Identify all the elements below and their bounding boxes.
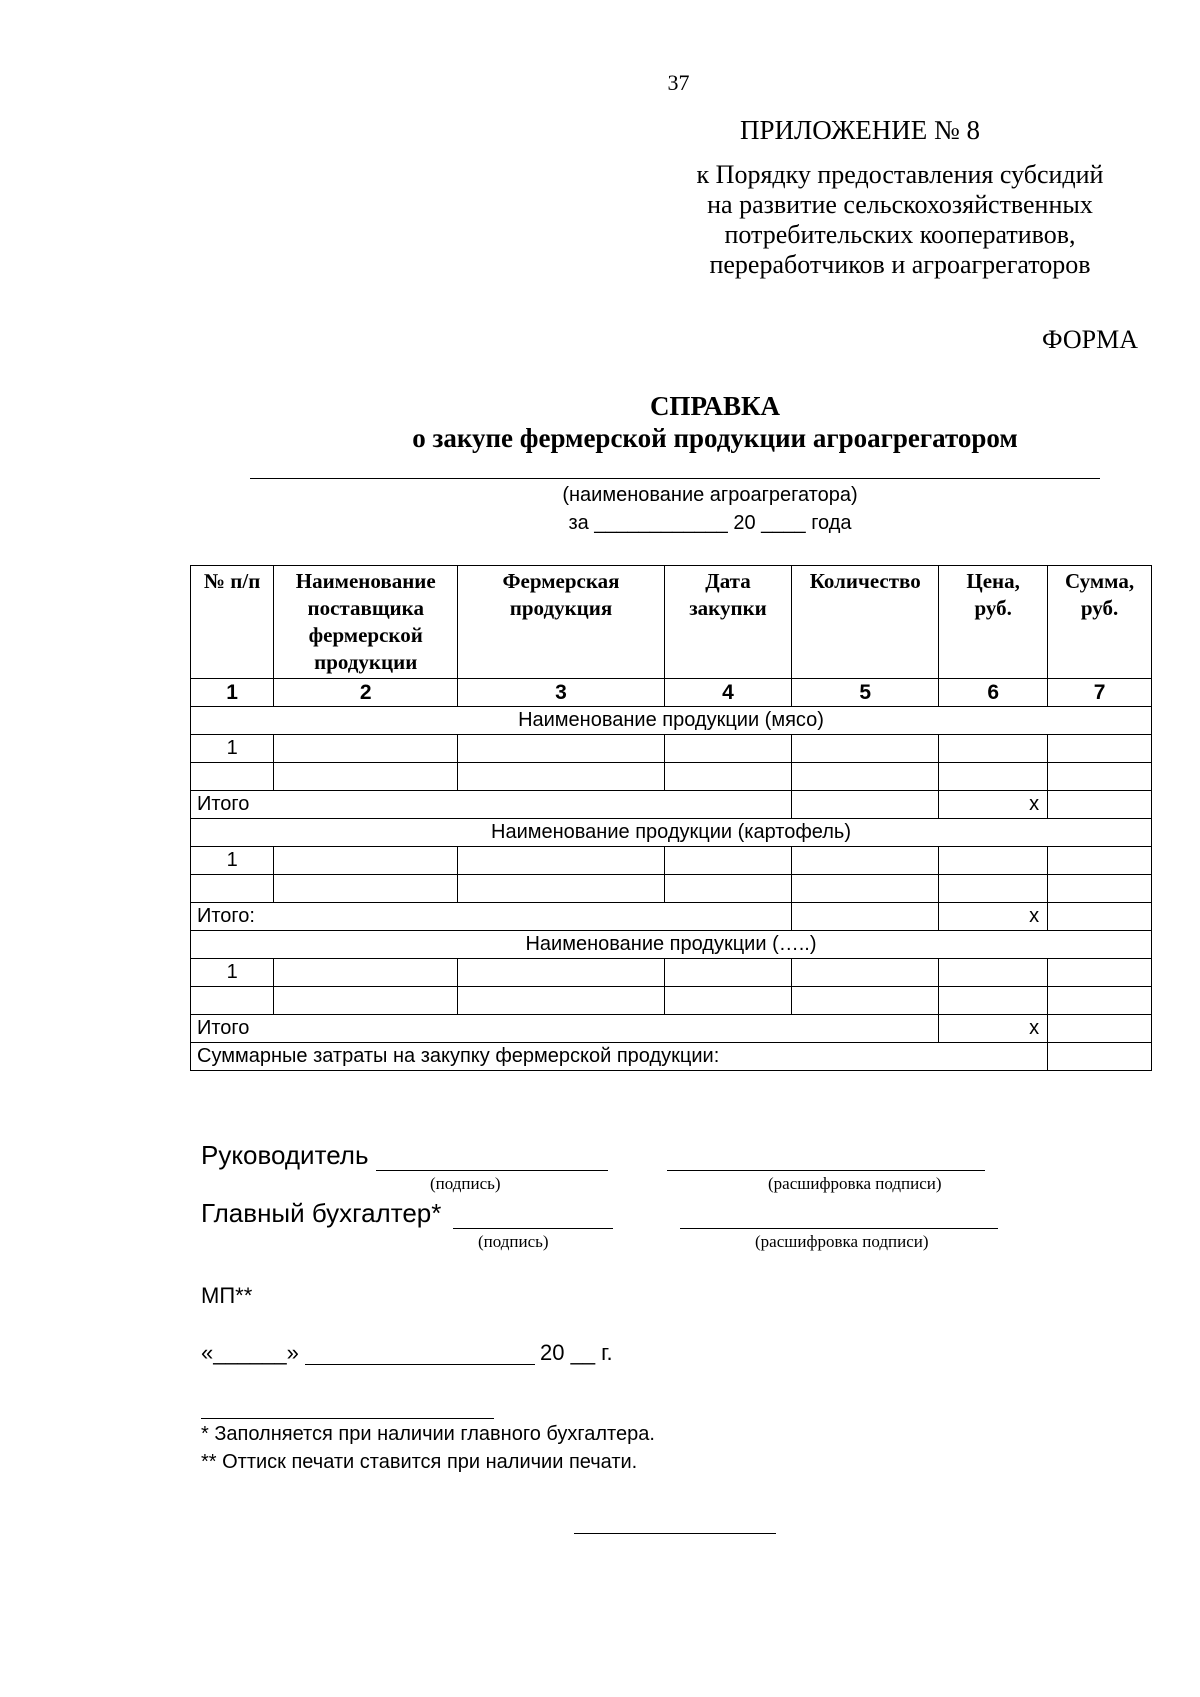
page-number: 37 [667, 70, 690, 95]
header-price: Цена, руб. [939, 566, 1048, 679]
header-supplier: Наименование поставщика фермерской продукции [274, 566, 458, 679]
stamp-placeholder: МП** [201, 1283, 253, 1308]
table-cell[interactable] [792, 959, 939, 987]
row-number: 1 [191, 735, 274, 763]
header-product: Фермерская продукция [458, 566, 665, 679]
total-sum-cell[interactable] [1048, 791, 1152, 819]
appendix-line: потребительских кооперативов, [724, 220, 1076, 249]
column-number: 5 [792, 679, 939, 707]
footnote-2: ** Оттиск печати ставится при наличии печати. [201, 1451, 638, 1473]
header-number: № п/п [191, 566, 274, 679]
total-label: Итого [191, 791, 792, 819]
column-number-row [191, 679, 1152, 707]
summary-row [191, 1043, 1152, 1071]
table-row [191, 763, 1152, 791]
accountant-decoding-caption: (расшифровка подписи) [755, 1232, 929, 1251]
table-cell[interactable] [664, 959, 791, 987]
title-main: СПРАВКА [649, 391, 781, 421]
table-cell[interactable] [939, 763, 1048, 791]
x-mark: х [939, 791, 1048, 819]
table-cell[interactable] [1048, 847, 1152, 875]
total-quantity-cell[interactable] [792, 903, 939, 931]
summary-sum-cell[interactable] [1048, 1043, 1152, 1071]
summary-label: Суммарные затраты на закупку фермерской продукции: [191, 1043, 1048, 1071]
table-cell[interactable] [939, 735, 1048, 763]
section-title-row [191, 931, 1152, 959]
table-row [191, 847, 1152, 875]
table-cell[interactable] [792, 735, 939, 763]
table-cell[interactable] [939, 959, 1048, 987]
column-number: 4 [664, 679, 791, 707]
table-cell[interactable] [792, 763, 939, 791]
title-sub: о закупе фермерской продукции агроагрегатором [412, 423, 1018, 453]
table-cell[interactable] [1048, 735, 1152, 763]
appendix-title: ПРИЛОЖЕНИЕ № 8 [739, 115, 981, 145]
date-day: «______» [201, 1340, 299, 1365]
table-cell[interactable] [191, 763, 274, 791]
head-signature-line[interactable] [376, 1170, 608, 1171]
accountant-signature-line[interactable] [453, 1228, 613, 1229]
total-sum-cell[interactable] [1048, 903, 1152, 931]
header-sum: Сумма, руб. [1048, 566, 1152, 679]
aggregator-name-caption: (наименование агроагрегатора) [562, 484, 858, 506]
end-rule [574, 1533, 776, 1534]
table-cell[interactable] [664, 763, 791, 791]
table-cell[interactable] [939, 875, 1048, 903]
total-row [191, 791, 1152, 819]
section-title: Наименование продукции (мясо) [191, 707, 1152, 735]
table-cell[interactable] [1048, 875, 1152, 903]
date-month-line[interactable] [305, 1364, 535, 1365]
total-label: Итого: [191, 903, 792, 931]
table-cell[interactable] [458, 959, 665, 987]
column-number: 1 [191, 679, 274, 707]
table-cell[interactable] [274, 875, 458, 903]
table-cell[interactable] [1048, 763, 1152, 791]
table-cell[interactable] [1048, 987, 1152, 1015]
appendix-subtitle [660, 160, 1140, 280]
table-cell[interactable] [792, 875, 939, 903]
period-line: за ____________ 20 ____ года [568, 512, 852, 534]
table-cell[interactable] [664, 847, 791, 875]
table-cell[interactable] [274, 847, 458, 875]
accountant-signature-caption: (подпись) [478, 1232, 549, 1251]
head-label: Руководитель [201, 1140, 369, 1170]
column-number: 7 [1048, 679, 1152, 707]
header-date: Дата закупки [664, 566, 791, 679]
table-cell[interactable] [274, 987, 458, 1015]
table-cell[interactable] [458, 847, 665, 875]
total-row [191, 903, 1152, 931]
total-label: Итого [191, 1015, 939, 1043]
table-cell[interactable] [664, 735, 791, 763]
appendix-line: к Порядку предоставления субсидий [696, 160, 1104, 189]
total-sum-cell[interactable] [1048, 1015, 1152, 1043]
x-mark: х [939, 903, 1048, 931]
section-title: Наименование продукции (картофель) [191, 819, 1152, 847]
form-label: ФОРМА [1042, 325, 1138, 354]
column-number: 3 [458, 679, 665, 707]
document-title [0, 390, 1200, 454]
table-cell[interactable] [792, 847, 939, 875]
table-cell[interactable] [792, 987, 939, 1015]
section-title-row [191, 819, 1152, 847]
purchase-table [190, 565, 1152, 1071]
footnote-1: * Заполняется при наличии главного бухгалтера. [201, 1423, 655, 1445]
column-number: 6 [939, 679, 1048, 707]
column-number: 2 [274, 679, 458, 707]
table-cell[interactable] [939, 987, 1048, 1015]
table-cell[interactable] [1048, 959, 1152, 987]
table-cell[interactable] [274, 959, 458, 987]
head-signature-caption: (подпись) [430, 1174, 501, 1193]
table-cell[interactable] [274, 763, 458, 791]
table-cell[interactable] [191, 875, 274, 903]
footnote-separator [201, 1418, 494, 1419]
table-row [191, 735, 1152, 763]
row-number: 1 [191, 959, 274, 987]
table-cell[interactable] [458, 987, 665, 1015]
accountant-decoding-line[interactable] [680, 1228, 998, 1229]
table-cell[interactable] [664, 875, 791, 903]
table-row [191, 987, 1152, 1015]
table-cell[interactable] [939, 847, 1048, 875]
total-row [191, 1015, 1152, 1043]
table-cell[interactable] [458, 735, 665, 763]
row-number: 1 [191, 847, 274, 875]
table-cell[interactable] [458, 875, 665, 903]
header-quantity: Количество [792, 566, 939, 679]
table-cell[interactable] [458, 763, 665, 791]
x-mark: х [939, 1015, 1048, 1043]
appendix-line: на развитие сельскохозяйственных [707, 190, 1093, 219]
total-quantity-cell[interactable] [792, 791, 939, 819]
appendix-line: переработчиков и агроагрегаторов [709, 250, 1091, 279]
table-cell[interactable] [191, 987, 274, 1015]
table-cell[interactable] [664, 987, 791, 1015]
aggregator-name-line[interactable] [250, 478, 1100, 479]
head-decoding-caption: (расшифровка подписи) [768, 1174, 942, 1193]
head-decoding-line[interactable] [667, 1170, 985, 1171]
date-year: 20 __ г. [540, 1340, 613, 1365]
accountant-label: Главный бухгалтер* [201, 1198, 442, 1228]
table-cell[interactable] [274, 735, 458, 763]
table-header-row [191, 566, 1152, 679]
section-title: Наименование продукции (…..) [191, 931, 1152, 959]
table-row [191, 959, 1152, 987]
table-row [191, 875, 1152, 903]
section-title-row [191, 707, 1152, 735]
